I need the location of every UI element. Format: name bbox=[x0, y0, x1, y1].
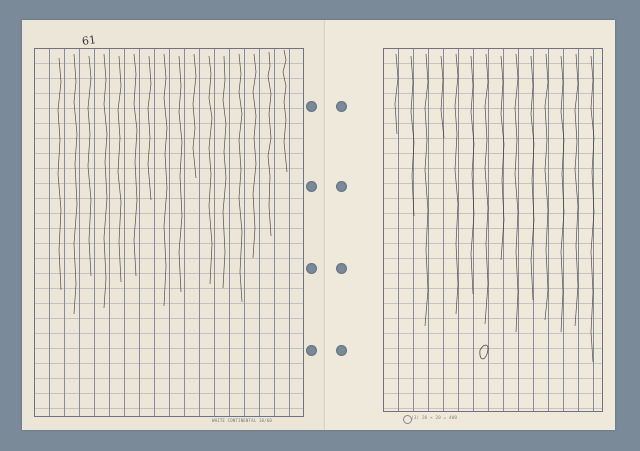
binding-hole-icon bbox=[336, 101, 347, 112]
binding-hole-icon bbox=[336, 181, 347, 192]
binding-hole-icon bbox=[306, 345, 317, 356]
page-number: 61 bbox=[81, 33, 97, 48]
grid-footer-label: (3) 20 × 20 = 400 bbox=[411, 416, 458, 421]
binding-hole-icon bbox=[336, 263, 347, 274]
binding-hole-icon bbox=[336, 345, 347, 356]
handwriting-left bbox=[22, 20, 325, 430]
left-manuscript-page bbox=[22, 20, 325, 430]
binding-hole-icon bbox=[306, 263, 317, 274]
binding-hole-icon bbox=[306, 181, 317, 192]
handwriting-right bbox=[325, 20, 615, 430]
right-manuscript-page bbox=[325, 20, 615, 430]
binding-hole-icon bbox=[306, 101, 317, 112]
paper-stamp: WHITE CONTINENTAL 10/60 bbox=[212, 418, 272, 423]
